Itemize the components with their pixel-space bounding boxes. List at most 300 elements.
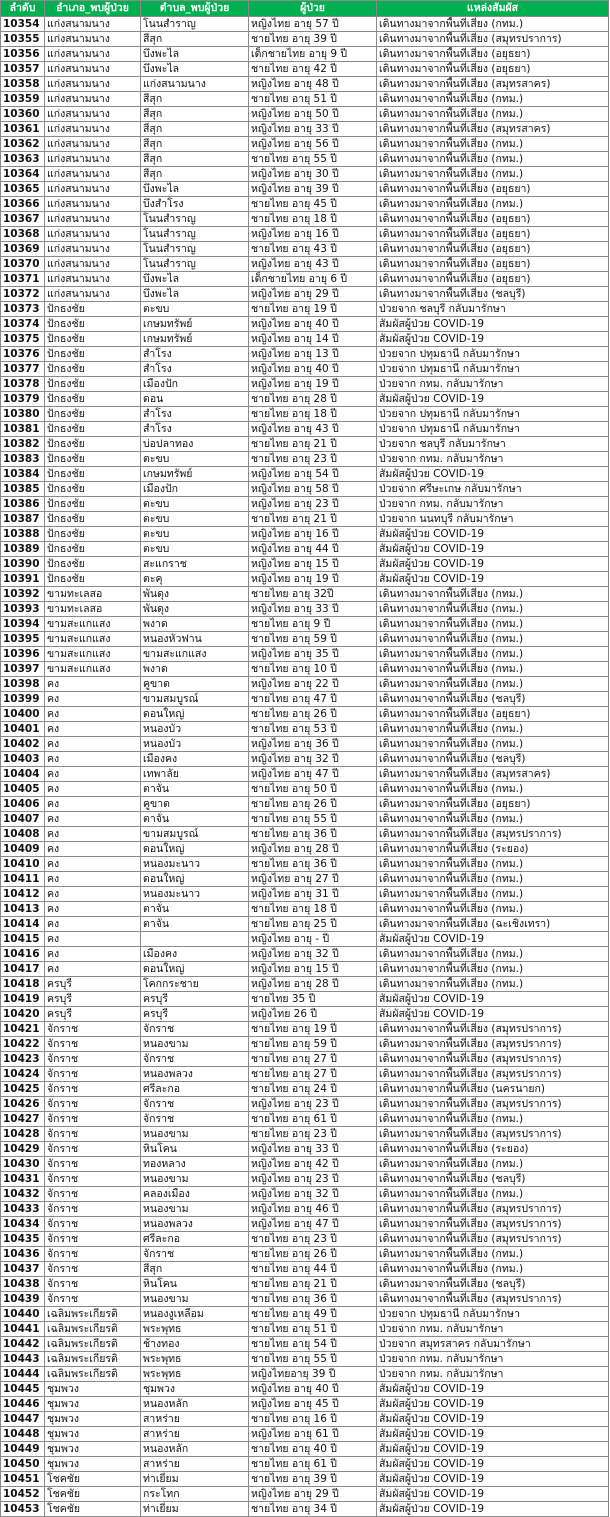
table-row — [1, 407, 609, 422]
contact-source: เดินทางมาจากพื้นที่เสี่ยง (ชลบุรี) — [377, 692, 609, 707]
patient: ชายไทย อายุ 45 ปี — [249, 197, 377, 212]
case-number: 10428 — [1, 1127, 45, 1142]
patient: เด็กชายไทย อายุ 9 ปี — [249, 47, 377, 62]
contact-source: สัมผัสผู้ป่วย COVID-19 — [377, 932, 609, 947]
patient: ชายไทย อายุ 10 ปี — [249, 662, 377, 677]
district: เฉลิมพระเกียรติ — [45, 1352, 141, 1367]
patient: ชายไทย อายุ 21 ปี — [249, 1277, 377, 1292]
table-row — [1, 632, 609, 647]
district: ปักธงชัย — [45, 482, 141, 497]
district: แก่งสนามนาง — [45, 212, 141, 227]
case-number: 10453 — [1, 1502, 45, 1517]
case-number: 10399 — [1, 692, 45, 707]
patient: หญิงไทย อายุ 22 ปี — [249, 677, 377, 692]
subdistrict: สีสุก — [141, 1262, 249, 1277]
table-row — [1, 587, 609, 602]
district: ปักธงชัย — [45, 467, 141, 482]
table-row — [1, 32, 609, 47]
table-row — [1, 152, 609, 167]
patient: ชายไทย อายุ 42 ปี — [249, 62, 377, 77]
patient: หญิงไทย อายุ 46 ปี — [249, 1202, 377, 1217]
contact-source: สัมผัสผู้ป่วย COVID-19 — [377, 1457, 609, 1472]
contact-source: เดินทางมาจากพื้นที่เสี่ยง (กทม.) — [377, 602, 609, 617]
case-number: 10397 — [1, 662, 45, 677]
district: แก่งสนามนาง — [45, 257, 141, 272]
district: ชุมพวง — [45, 1442, 141, 1457]
table-row — [1, 1097, 609, 1112]
district: คง — [45, 842, 141, 857]
contact-source: เดินทางมาจากพื้นที่เสี่ยง (กทม.) — [377, 722, 609, 737]
table-row — [1, 47, 609, 62]
district: ขามสะแกแสง — [45, 617, 141, 632]
subdistrict: พงาด — [141, 662, 249, 677]
patient: หญิงไทย อายุ 35 ปี — [249, 647, 377, 662]
contact-source: ป่วยจาก กทม. กลับมารักษา — [377, 452, 609, 467]
patient: ชายไทย อายุ 16 ปี — [249, 1412, 377, 1427]
district: จักราช — [45, 1112, 141, 1127]
district: แก่งสนามนาง — [45, 62, 141, 77]
district: โชคชัย — [45, 1487, 141, 1502]
subdistrict: ตะขบ — [141, 302, 249, 317]
table-row — [1, 182, 609, 197]
subdistrict: ครบุรี — [141, 992, 249, 1007]
table-row — [1, 392, 609, 407]
subdistrict: หนองขาม — [141, 1172, 249, 1187]
case-number: 10404 — [1, 767, 45, 782]
subdistrict: ตะขบ — [141, 497, 249, 512]
district: ชุมพวง — [45, 1397, 141, 1412]
contact-source: เดินทางมาจากพื้นที่เสี่ยง (กทม.) — [377, 92, 609, 107]
table-row — [1, 752, 609, 767]
subdistrict: ดอนใหญ่ — [141, 962, 249, 977]
patient: หญิงไทย อายุ 50 ปี — [249, 107, 377, 122]
subdistrict: จักราช — [141, 1112, 249, 1127]
subdistrict: เทพาลัย — [141, 767, 249, 782]
contact-source: เดินทางมาจากพื้นที่เสี่ยง (อยุธยา) — [377, 227, 609, 242]
case-number: 10378 — [1, 377, 45, 392]
case-number: 10359 — [1, 92, 45, 107]
table-row — [1, 242, 609, 257]
case-number: 10366 — [1, 197, 45, 212]
district: จักราช — [45, 1247, 141, 1262]
case-number: 10380 — [1, 407, 45, 422]
contact-source: สัมผัสผู้ป่วย COVID-19 — [377, 572, 609, 587]
case-number: 10356 — [1, 47, 45, 62]
subdistrict: หนองขาม — [141, 1127, 249, 1142]
subdistrict: บึงพะไล — [141, 47, 249, 62]
subdistrict: เกษมทรัพย์ — [141, 467, 249, 482]
table-row — [1, 782, 609, 797]
district: แก่งสนามนาง — [45, 92, 141, 107]
patient: ชายไทย อายุ 23 ปี — [249, 1232, 377, 1247]
district: จักราช — [45, 1292, 141, 1307]
patient: หญิงไทย อายุ 29 ปี — [249, 287, 377, 302]
subdistrict: จักราช — [141, 1022, 249, 1037]
case-number: 10417 — [1, 962, 45, 977]
contact-source: เดินทางมาจากพื้นที่เสี่ยง (สมุทรปราการ) — [377, 1202, 609, 1217]
table-row — [1, 1292, 609, 1307]
case-number: 10433 — [1, 1202, 45, 1217]
contact-source: สัมผัสผู้ป่วย COVID-19 — [377, 1427, 609, 1442]
table-row — [1, 122, 609, 137]
district: ชุมพวง — [45, 1457, 141, 1472]
case-number: 10374 — [1, 317, 45, 332]
table-row — [1, 542, 609, 557]
header-subdistrict: ตำบล_พบผู้ป่วย — [141, 1, 249, 17]
patient: ชายไทย อายุ 25 ปี — [249, 917, 377, 932]
table-row — [1, 17, 609, 32]
patient: หญิงไทย อายุ 32 ปี — [249, 1187, 377, 1202]
contact-source: เดินทางมาจากพื้นที่เสี่ยง (สมุทรปราการ) — [377, 1022, 609, 1037]
subdistrict: สาหร่าย — [141, 1427, 249, 1442]
contact-source: เดินทางมาจากพื้นที่เสี่ยง (กทม.) — [377, 1187, 609, 1202]
contact-source: ป่วยจาก กทม. กลับมารักษา — [377, 497, 609, 512]
district: โชคชัย — [45, 1502, 141, 1517]
district: คง — [45, 872, 141, 887]
patient: ชายไทย อายุ 24 ปี — [249, 1082, 377, 1097]
patient: ชายไทย อายุ 23 ปี — [249, 1127, 377, 1142]
patient: ชายไทย 35 ปี — [249, 992, 377, 1007]
table-row — [1, 917, 609, 932]
case-number: 10430 — [1, 1157, 45, 1172]
patient: หญิงไทย อายุ 23 ปี — [249, 1097, 377, 1112]
subdistrict: หนองขาม — [141, 1202, 249, 1217]
patient: ชายไทย อายุ 55 ปี — [249, 152, 377, 167]
contact-source: เดินทางมาจากพื้นที่เสี่ยง (กทม.) — [377, 872, 609, 887]
table-row — [1, 1157, 609, 1172]
header-no: ลำดับ — [1, 1, 45, 17]
contact-source: เดินทางมาจากพื้นที่เสี่ยง (อยุธยา) — [377, 182, 609, 197]
patient: หญิงไทย อายุ 13 ปี — [249, 347, 377, 362]
contact-source: เดินทางมาจากพื้นที่เสี่ยง (สมุทรปราการ) — [377, 1067, 609, 1082]
table-row — [1, 872, 609, 887]
contact-source: เดินทางมาจากพื้นที่เสี่ยง (กทม.) — [377, 647, 609, 662]
district: ปักธงชัย — [45, 572, 141, 587]
patient: หญิงไทย อายุ 43 ปี — [249, 257, 377, 272]
subdistrict: เมืองปัก — [141, 377, 249, 392]
district: คง — [45, 902, 141, 917]
subdistrict: ตะขบ — [141, 542, 249, 557]
subdistrict: พงาด — [141, 617, 249, 632]
subdistrict: ครบุรี — [141, 1007, 249, 1022]
case-number: 10447 — [1, 1412, 45, 1427]
subdistrict: ขามสมบูรณ์ — [141, 692, 249, 707]
district: คง — [45, 962, 141, 977]
patient: หญิงไทย อายุ 33 ปี — [249, 122, 377, 137]
case-number: 10369 — [1, 242, 45, 257]
subdistrict: บึงสำโรง — [141, 197, 249, 212]
table-row — [1, 497, 609, 512]
subdistrict: ศรีละกอ — [141, 1082, 249, 1097]
case-number: 10355 — [1, 32, 45, 47]
table-row — [1, 1427, 609, 1442]
table-row — [1, 857, 609, 872]
district: แก่งสนามนาง — [45, 197, 141, 212]
district: คง — [45, 797, 141, 812]
table-row — [1, 227, 609, 242]
case-number: 10358 — [1, 77, 45, 92]
subdistrict: บึงพะไล — [141, 182, 249, 197]
patient: หญิงไทย อายุ 43 ปี — [249, 422, 377, 437]
subdistrict: พระพุทธ — [141, 1352, 249, 1367]
table-row — [1, 197, 609, 212]
contact-source: เดินทางมาจากพื้นที่เสี่ยง (อยุธยา) — [377, 707, 609, 722]
case-number: 10412 — [1, 887, 45, 902]
case-number: 10385 — [1, 482, 45, 497]
patient: หญิงไทย อายุ 14 ปี — [249, 332, 377, 347]
patient: หญิงไทย อายุ 47 ปี — [249, 767, 377, 782]
case-number: 10363 — [1, 152, 45, 167]
patient: ชายไทย อายุ 49 ปี — [249, 1307, 377, 1322]
case-number: 10354 — [1, 17, 45, 32]
district: ปักธงชัย — [45, 317, 141, 332]
case-number: 10400 — [1, 707, 45, 722]
case-number: 10387 — [1, 512, 45, 527]
district: คง — [45, 932, 141, 947]
case-number: 10392 — [1, 587, 45, 602]
patient: หญิงไทย อายุ - ปี — [249, 932, 377, 947]
case-number: 10438 — [1, 1277, 45, 1292]
patient: หญิงไทย อายุ 40 ปี — [249, 1382, 377, 1397]
contact-source: ป่วยจาก ปทุมธานี กลับมารักษา — [377, 362, 609, 377]
contact-source: ป่วยจาก สมุทรสาคร กลับมารักษา — [377, 1337, 609, 1352]
table-row — [1, 1022, 609, 1037]
subdistrict: พระพุทธ — [141, 1322, 249, 1337]
contact-source: สัมผัสผู้ป่วย COVID-19 — [377, 317, 609, 332]
subdistrict: ดอนใหญ่ — [141, 872, 249, 887]
patient: หญิงไทย อายุ 40 ปี — [249, 317, 377, 332]
patient: หญิงไทย อายุ 29 ปี — [249, 1487, 377, 1502]
table-row — [1, 722, 609, 737]
case-number: 10402 — [1, 737, 45, 752]
contact-source: สัมผัสผู้ป่วย COVID-19 — [377, 1382, 609, 1397]
header-patient: ผู้ป่วย — [249, 1, 377, 17]
contact-source: เดินทางมาจากพื้นที่เสี่ยง (สมุทรสาคร) — [377, 767, 609, 782]
patient: ชายไทย อายุ 43 ปี — [249, 242, 377, 257]
case-number: 10413 — [1, 902, 45, 917]
subdistrict: คูขาด — [141, 797, 249, 812]
patient: หญิงไทย อายุ 28 ปี — [249, 842, 377, 857]
case-number: 10382 — [1, 437, 45, 452]
district: จักราช — [45, 1232, 141, 1247]
district: จักราช — [45, 1217, 141, 1232]
subdistrict: เกษมทรัพย์ — [141, 317, 249, 332]
patient: หญิงไทย อายุ 58 ปี — [249, 482, 377, 497]
district: แก่งสนามนาง — [45, 107, 141, 122]
contact-source: ป่วยจาก กทม. กลับมารักษา — [377, 1322, 609, 1337]
district: เฉลิมพระเกียรติ — [45, 1367, 141, 1382]
patient: ชายไทย อายุ 61 ปี — [249, 1457, 377, 1472]
subdistrict: ขามสมบูรณ์ — [141, 827, 249, 842]
contact-source: เดินทางมาจากพื้นที่เสี่ยง (อยุธยา) — [377, 62, 609, 77]
contact-source: เดินทางมาจากพื้นที่เสี่ยง (กทม.) — [377, 632, 609, 647]
table-row — [1, 572, 609, 587]
case-number: 10419 — [1, 992, 45, 1007]
subdistrict: สำโรง — [141, 407, 249, 422]
subdistrict: ตาจั่น — [141, 902, 249, 917]
subdistrict: ตะขบ — [141, 452, 249, 467]
contact-source: เดินทางมาจากพื้นที่เสี่ยง (กทม.) — [377, 167, 609, 182]
table-row — [1, 302, 609, 317]
district: คง — [45, 767, 141, 782]
table-row — [1, 557, 609, 572]
case-number: 10421 — [1, 1022, 45, 1037]
subdistrict: หนองพลวง — [141, 1067, 249, 1082]
contact-source: เดินทางมาจากพื้นที่เสี่ยง (สมุทรปราการ) — [377, 32, 609, 47]
district: คง — [45, 722, 141, 737]
district: ปักธงชัย — [45, 452, 141, 467]
contact-source: เดินทางมาจากพื้นที่เสี่ยง (อยุธยา) — [377, 272, 609, 287]
patient: หญิงไทย อายุ 33 ปี — [249, 1142, 377, 1157]
contact-source: เดินทางมาจากพื้นที่เสี่ยง (ชลบุรี) — [377, 752, 609, 767]
patient: ชายไทย อายุ 54 ปี — [249, 1337, 377, 1352]
patient: ชายไทย อายุ 19 ปี — [249, 302, 377, 317]
subdistrict: สีสุก — [141, 152, 249, 167]
table-row — [1, 527, 609, 542]
contact-source: เดินทางมาจากพื้นที่เสี่ยง (สมุทรปราการ) — [377, 1292, 609, 1307]
contact-source: เดินทางมาจากพื้นที่เสี่ยง (กทม.) — [377, 1112, 609, 1127]
district: โชคชัย — [45, 1472, 141, 1487]
subdistrict: หนองมะนาว — [141, 887, 249, 902]
patient: หญิงไทย อายุ 48 ปี — [249, 77, 377, 92]
table-row — [1, 1457, 609, 1472]
patient: หญิงไทย อายุ 27 ปี — [249, 872, 377, 887]
contact-source: เดินทางมาจากพื้นที่เสี่ยง (กทม.) — [377, 1247, 609, 1262]
district: แก่งสนามนาง — [45, 242, 141, 257]
subdistrict: สาหร่าย — [141, 1457, 249, 1472]
table-row — [1, 107, 609, 122]
table-row — [1, 797, 609, 812]
district: คง — [45, 812, 141, 827]
table-row — [1, 1232, 609, 1247]
patient: หญิงไทย อายุ 23 ปี — [249, 497, 377, 512]
contact-source: เดินทางมาจากพื้นที่เสี่ยง (สมุทรปราการ) — [377, 1097, 609, 1112]
contact-source: เดินทางมาจากพื้นที่เสี่ยง (กทม.) — [377, 782, 609, 797]
district: คง — [45, 707, 141, 722]
case-number: 10432 — [1, 1187, 45, 1202]
contact-source: เดินทางมาจากพื้นที่เสี่ยง (สมุทรปราการ) — [377, 827, 609, 842]
patient: ชายไทย อายุ 55 ปี — [249, 812, 377, 827]
case-number: 10440 — [1, 1307, 45, 1322]
subdistrict: หนองงูเหลือม — [141, 1307, 249, 1322]
contact-source: เดินทางมาจากพื้นที่เสี่ยง (กทม.) — [377, 887, 609, 902]
contact-source: เดินทางมาจากพื้นที่เสี่ยง (กทม.) — [377, 1157, 609, 1172]
district: จักราช — [45, 1277, 141, 1292]
case-number: 10416 — [1, 947, 45, 962]
patient: ชายไทย อายุ 18 ปี — [249, 407, 377, 422]
patient: หญิงไทย อายุ 57 ปี — [249, 17, 377, 32]
patient: ชายไทย อายุ 26 ปี — [249, 707, 377, 722]
district: ขามสะแกแสง — [45, 632, 141, 647]
subdistrict: สีสุก — [141, 92, 249, 107]
district: คง — [45, 827, 141, 842]
table-row — [1, 1487, 609, 1502]
subdistrict: โนนสำราญ — [141, 17, 249, 32]
district: ปักธงชัย — [45, 527, 141, 542]
contact-source: เดินทางมาจากพื้นที่เสี่ยง (ระยอง) — [377, 1142, 609, 1157]
table-body — [1, 17, 609, 1517]
district: ปักธงชัย — [45, 362, 141, 377]
case-number: 10423 — [1, 1052, 45, 1067]
case-number: 10450 — [1, 1457, 45, 1472]
case-number: 10361 — [1, 122, 45, 137]
district: ครบุรี — [45, 1007, 141, 1022]
table-row — [1, 467, 609, 482]
case-number: 10390 — [1, 557, 45, 572]
case-number: 10452 — [1, 1487, 45, 1502]
subdistrict: ดอน — [141, 392, 249, 407]
patient: ชายไทย อายุ 27 ปี — [249, 1052, 377, 1067]
contact-source: เดินทางมาจากพื้นที่เสี่ยง (กทม.) — [377, 947, 609, 962]
patient: ชายไทย อายุ 26 ปี — [249, 1247, 377, 1262]
patient: หญิงไทย อายุ 23 ปี — [249, 1172, 377, 1187]
patient: หญิงไทย อายุ 16 ปี — [249, 227, 377, 242]
contact-source: เดินทางมาจากพื้นที่เสี่ยง (ฉะเชิงเทรา) — [377, 917, 609, 932]
case-number: 10372 — [1, 287, 45, 302]
patient: ชายไทย อายุ 50 ปี — [249, 782, 377, 797]
contact-source: ป่วยจาก ศรีษะเกษ กลับมารักษา — [377, 482, 609, 497]
case-number: 10360 — [1, 107, 45, 122]
case-number: 10398 — [1, 677, 45, 692]
patient: เด็กชายไทย อายุ 6 ปี — [249, 272, 377, 287]
contact-source: ป่วยจาก กทม. กลับมารักษา — [377, 377, 609, 392]
subdistrict: กระโทก — [141, 1487, 249, 1502]
table-row — [1, 902, 609, 917]
table-row — [1, 1142, 609, 1157]
contact-source: สัมผัสผู้ป่วย COVID-19 — [377, 557, 609, 572]
district: จักราช — [45, 1037, 141, 1052]
table-row — [1, 1112, 609, 1127]
contact-source: ป่วยจาก นนทบุรี กลับมารักษา — [377, 512, 609, 527]
contact-source: เดินทางมาจากพื้นที่เสี่ยง (อยุธยา) — [377, 257, 609, 272]
case-number: 10409 — [1, 842, 45, 857]
table-row — [1, 332, 609, 347]
patient: ชายไทย อายุ 51 ปี — [249, 92, 377, 107]
subdistrict: สีสุก — [141, 32, 249, 47]
case-number: 10373 — [1, 302, 45, 317]
district: จักราช — [45, 1127, 141, 1142]
case-number: 10408 — [1, 827, 45, 842]
table-row — [1, 1412, 609, 1427]
table-row — [1, 287, 609, 302]
contact-source: เดินทางมาจากพื้นที่เสี่ยง (สมุทรปราการ) — [377, 1217, 609, 1232]
contact-source: เดินทางมาจากพื้นที่เสี่ยง (กทม.) — [377, 617, 609, 632]
subdistrict — [141, 932, 249, 947]
patient: ชายไทย อายุ 21 ปี — [249, 437, 377, 452]
contact-source: สัมผัสผู้ป่วย COVID-19 — [377, 1007, 609, 1022]
subdistrict: บ่อปลาทอง — [141, 437, 249, 452]
district: คง — [45, 737, 141, 752]
case-number: 10388 — [1, 527, 45, 542]
subdistrict: ดอนใหญ่ — [141, 842, 249, 857]
subdistrict: หินโคน — [141, 1142, 249, 1157]
district: จักราช — [45, 1187, 141, 1202]
patient: หญิงไทย อายุ 15 ปี — [249, 557, 377, 572]
case-number: 10436 — [1, 1247, 45, 1262]
subdistrict: หนองหลัก — [141, 1442, 249, 1457]
patient: ชายไทย อายุ 40 ปี — [249, 1442, 377, 1457]
district: เฉลิมพระเกียรติ — [45, 1322, 141, 1337]
district: แก่งสนามนาง — [45, 47, 141, 62]
patient: ชายไทย อายุ 18 ปี — [249, 902, 377, 917]
table-row — [1, 1262, 609, 1277]
case-number: 10422 — [1, 1037, 45, 1052]
patient: หญิงไทย อายุ 56 ปี — [249, 137, 377, 152]
contact-source: เดินทางมาจากพื้นที่เสี่ยง (กทม.) — [377, 902, 609, 917]
case-number: 10431 — [1, 1172, 45, 1187]
contact-source: เดินทางมาจากพื้นที่เสี่ยง (อยุธยา) — [377, 47, 609, 62]
contact-source: สัมผัสผู้ป่วย COVID-19 — [377, 1442, 609, 1457]
